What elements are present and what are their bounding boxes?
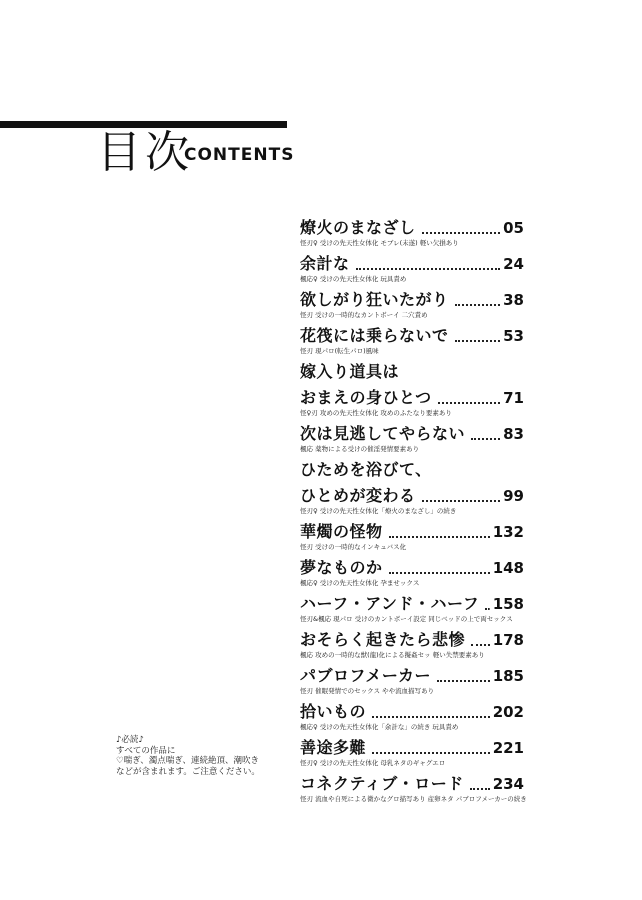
toc-page-number: 234 bbox=[492, 775, 524, 793]
toc-entry bbox=[300, 733, 524, 769]
toc-title: 次は見逃してやらない bbox=[300, 424, 466, 443]
toc-title: 余計な bbox=[300, 254, 350, 273]
toc-title: 善途多難 bbox=[300, 738, 367, 757]
toc-leader-dots bbox=[471, 438, 500, 440]
toc-tags: 楓応 攻めの一時的な獣(龍)化による擬姦セッ 軽い失禁要素あり bbox=[300, 651, 485, 659]
toc-title: コネクティブ・ロード bbox=[300, 774, 464, 793]
toc-title-line bbox=[300, 455, 524, 481]
toc-leader-dots bbox=[356, 268, 501, 270]
toc-page-number: 221 bbox=[492, 739, 524, 757]
page-title: 目次 bbox=[97, 127, 193, 178]
toc-entry bbox=[300, 589, 524, 625]
toc-title: パブロフメーカー bbox=[300, 666, 432, 685]
toc-page-number: 185 bbox=[492, 667, 524, 685]
toc-title-line bbox=[300, 383, 524, 409]
toc-title-line bbox=[300, 697, 524, 723]
toc-title-line bbox=[300, 769, 524, 795]
toc-page-number: 178 bbox=[492, 631, 524, 649]
toc-title-line bbox=[300, 553, 524, 579]
note-line: ♪必読♪ bbox=[116, 735, 144, 745]
toc-entry bbox=[300, 419, 524, 455]
toc-page-number: 132 bbox=[492, 523, 524, 541]
toc-title-line bbox=[300, 419, 524, 445]
note-line: などが含まれます。ご注意ください。 bbox=[116, 766, 260, 777]
toc-page-number: 53 bbox=[503, 327, 524, 345]
toc-leader-dots bbox=[437, 680, 490, 682]
toc-leader-dots bbox=[372, 752, 490, 754]
toc-leader-dots bbox=[438, 402, 500, 404]
toc-title-line bbox=[300, 213, 524, 239]
toc-page-number: 71 bbox=[503, 389, 524, 407]
toc-entry bbox=[300, 517, 524, 553]
toc-leader-dots bbox=[470, 788, 490, 790]
toc-tags: 楓応♀ 受けの先天性女体化「余計な」の続き 玩具責め bbox=[300, 723, 459, 731]
toc-title-line bbox=[300, 661, 524, 687]
toc-leader-dots bbox=[485, 608, 489, 610]
toc-entry bbox=[300, 249, 524, 285]
toc-tags: 楓応♀ 受けの先天性女体化 孕ませックス bbox=[300, 579, 420, 587]
toc-page-number: 148 bbox=[492, 559, 524, 577]
toc-leader-dots bbox=[422, 500, 501, 502]
toc-entry bbox=[300, 697, 524, 733]
page-subtitle: CONTENTS bbox=[184, 145, 295, 165]
table-of-contents bbox=[300, 213, 527, 805]
toc-tags: 怪刃 受けの一時的なカントボーイ 二穴責め bbox=[300, 311, 428, 319]
toc-page-number: 38 bbox=[503, 291, 524, 309]
toc-title-line bbox=[300, 285, 524, 311]
toc-title: ハーフ・アンド・ハーフ bbox=[300, 594, 480, 613]
toc-tags: 怪刃&楓応 現パロ 受けのカントボーイ設定 同じベッドの上で両セックス bbox=[300, 615, 513, 623]
toc-page-number: 158 bbox=[492, 595, 524, 613]
toc-tags: 怪♀刃 攻めの先天性女体化 攻めのふたなり要素あり bbox=[300, 409, 452, 417]
note-line: すべての作品に bbox=[116, 745, 176, 756]
toc-leader-dots bbox=[471, 644, 490, 646]
toc-title-line bbox=[300, 481, 524, 507]
toc-leader-dots bbox=[372, 716, 490, 718]
toc-tags: 怪刃♀ 受けの先天性女体化「燎火のまなざし」の続き bbox=[300, 507, 457, 515]
toc-title: おまえの身ひとつ bbox=[300, 388, 432, 407]
toc-tags: 怪刃 催眠発情でのセックス やや流血描写あり bbox=[300, 687, 435, 695]
toc-entry bbox=[300, 213, 524, 249]
toc-title: 夢なものか bbox=[300, 558, 383, 577]
toc-page-number: 202 bbox=[492, 703, 524, 721]
toc-entry bbox=[300, 285, 524, 321]
toc-tags: 楓応♀ 受けの先天性女体化 玩具責め bbox=[300, 275, 407, 283]
toc-title-line bbox=[300, 733, 524, 759]
toc-title-line bbox=[300, 249, 524, 275]
toc-title: ひためを浴びて、 bbox=[300, 460, 432, 479]
toc-leader-dots bbox=[455, 304, 501, 306]
toc-entry bbox=[300, 455, 524, 517]
toc-title-line bbox=[300, 321, 524, 347]
toc-page-number: 24 bbox=[503, 255, 524, 273]
toc-entry bbox=[300, 661, 524, 697]
toc-leader-dots bbox=[389, 572, 490, 574]
toc-entry bbox=[300, 625, 524, 661]
toc-title: 燎火のまなざし bbox=[300, 218, 416, 237]
toc-title: 嫁入り道具は bbox=[300, 362, 400, 381]
toc-tags: 怪刃♀ 受けの先天性女体化 母乳ネタのギャグエロ bbox=[300, 759, 446, 767]
toc-title: 欲しがり狂いたがり bbox=[300, 290, 449, 309]
toc-tags: 楓応 薬物による受けの催淫発情要素あり bbox=[300, 445, 420, 453]
toc-entry bbox=[300, 321, 524, 357]
toc-title: 拾いもの bbox=[300, 702, 367, 721]
toc-entry bbox=[300, 769, 527, 805]
toc-title-line bbox=[300, 589, 524, 615]
toc-title-line bbox=[300, 517, 524, 543]
toc-tags: 怪刃 受けの一時的なインキュバス化 bbox=[300, 543, 407, 551]
toc-title-line bbox=[300, 625, 524, 651]
toc-entry bbox=[300, 357, 524, 419]
note-line: ♡喘ぎ、濁点喘ぎ、連続絶頂、潮吹き bbox=[116, 756, 259, 766]
toc-title: おそらく起きたら悲惨 bbox=[300, 630, 466, 649]
toc-title-line bbox=[300, 357, 524, 383]
toc-leader-dots bbox=[422, 232, 501, 234]
toc-entry bbox=[300, 553, 524, 589]
toc-page-number: 05 bbox=[503, 219, 524, 237]
toc-tags: 怪刃♀ 受けの先天性女体化 モブレ(未遂) 軽い欠損あり bbox=[300, 239, 459, 247]
content-warning-note bbox=[116, 735, 260, 777]
toc-title: ひとめが変わる bbox=[300, 486, 416, 505]
toc-title: 華燭の怪物 bbox=[300, 522, 383, 541]
toc-leader-dots bbox=[455, 340, 501, 342]
toc-title: 花筏には乗らないで bbox=[300, 326, 449, 345]
toc-tags: 怪刃 流血や自死による微かなグロ描写あり 産卵ネタ パブロフメーカーの続き bbox=[300, 795, 527, 803]
toc-page-number: 99 bbox=[503, 487, 524, 505]
toc-tags: 怪刃 現パロ(転生パロ)風味 bbox=[300, 347, 379, 355]
toc-leader-dots bbox=[389, 536, 490, 538]
toc-page-number: 83 bbox=[503, 425, 524, 443]
